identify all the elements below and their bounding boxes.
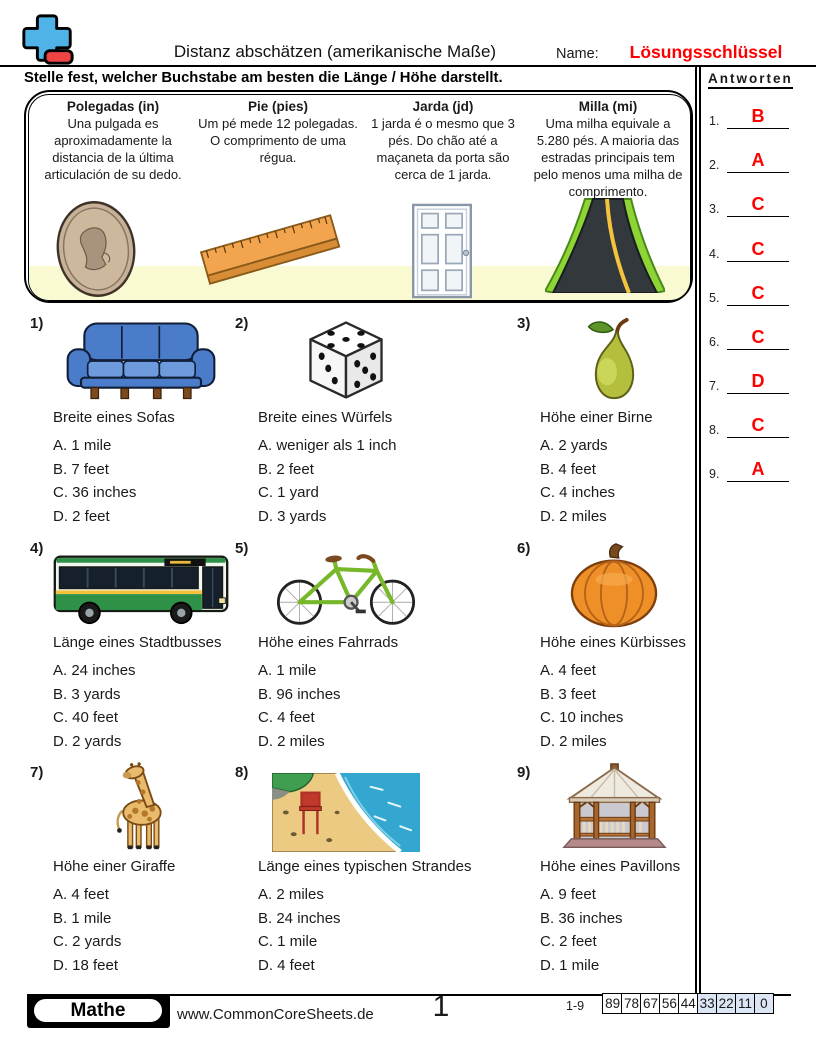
answer-blank-line bbox=[727, 481, 789, 482]
option-c: C. 2 yards bbox=[53, 933, 122, 951]
option-b: B. 3 feet bbox=[540, 685, 596, 703]
option-c: C. 36 inches bbox=[53, 484, 137, 502]
option-a: A. 4 feet bbox=[53, 886, 109, 903]
option-a: A. 2 miles bbox=[258, 886, 324, 903]
score-cell: 0 bbox=[754, 993, 775, 1014]
name-label: Name: bbox=[556, 46, 599, 62]
option-c: C. 4 feet bbox=[258, 709, 315, 727]
option-a: A. 9 feet bbox=[540, 886, 596, 903]
giraffe-image bbox=[46, 766, 236, 852]
answer-blank-line bbox=[727, 349, 789, 350]
answer-number: 2. bbox=[709, 158, 720, 172]
answer-row-5 bbox=[706, 264, 792, 306]
reference-title: Polegadas (in) bbox=[66, 99, 160, 114]
reference-column-feet bbox=[198, 99, 358, 166]
website-link: www.CommonCoreSheets.de bbox=[177, 1006, 374, 1023]
page-title: Distanz abschätzen (amerikanische Maße) bbox=[173, 42, 497, 61]
bicycle-image bbox=[251, 542, 441, 628]
option-c: C. 40 feet bbox=[53, 709, 119, 727]
score-table bbox=[604, 993, 774, 1014]
question-number: 4) bbox=[30, 540, 44, 557]
score-cell: 44 bbox=[678, 993, 699, 1014]
answer-key-label: Lösungsschlüssel bbox=[629, 42, 783, 62]
reference-title: Milla (mi) bbox=[578, 99, 638, 114]
score-cell: 33 bbox=[697, 993, 718, 1014]
answer-blank-line bbox=[727, 172, 789, 173]
option-a: A. 1 mile bbox=[258, 662, 317, 679]
question-prompt: Höhe eines Fahrrads bbox=[258, 634, 399, 651]
answer-blank-line bbox=[727, 437, 789, 438]
answer-number: 5. bbox=[709, 291, 720, 305]
option-c: C. 10 inches bbox=[540, 709, 624, 727]
option-d: D. 18 feet bbox=[53, 956, 119, 974]
score-cell: 56 bbox=[659, 993, 680, 1014]
answer-row-8 bbox=[706, 396, 792, 438]
option-b: B. 24 inches bbox=[258, 909, 341, 927]
question-prompt: Länge eines typischen Strandes bbox=[258, 858, 472, 875]
pavilion-image bbox=[533, 766, 695, 852]
reference-title: Pie (pies) bbox=[247, 99, 309, 114]
score-cell: 89 bbox=[602, 993, 623, 1014]
question-6 bbox=[515, 540, 700, 755]
pumpkin-image bbox=[533, 542, 695, 628]
reference-text: Um pé mede 12 polegadas. O comprimento de uma régua. bbox=[198, 116, 358, 165]
option-c: C. 1 yard bbox=[258, 484, 319, 502]
score-cell: 78 bbox=[621, 993, 642, 1014]
answer-number: 9. bbox=[709, 467, 720, 481]
answer-row-4 bbox=[706, 220, 792, 262]
answer-letter: C bbox=[751, 415, 765, 435]
subject-badge bbox=[27, 994, 170, 1028]
door-icon bbox=[411, 203, 473, 299]
question-9 bbox=[515, 764, 700, 979]
option-d: D. 2 yards bbox=[53, 732, 122, 750]
answer-letter: C bbox=[751, 327, 765, 347]
plus-minus-logo-icon bbox=[18, 12, 78, 70]
question-number: 9) bbox=[517, 764, 531, 781]
question-options bbox=[53, 434, 136, 528]
question-number: 5) bbox=[235, 540, 249, 557]
answer-letter: C bbox=[751, 194, 765, 214]
score-cell: 22 bbox=[716, 993, 737, 1014]
question-prompt: Höhe einer Birne bbox=[540, 409, 653, 426]
answer-number: 4. bbox=[709, 247, 720, 261]
option-a: A. 1 mile bbox=[53, 437, 112, 454]
option-c: C. 2 feet bbox=[540, 933, 597, 951]
question-4 bbox=[28, 540, 258, 755]
score-range-label: 1-9 bbox=[566, 999, 585, 1013]
question-1 bbox=[28, 315, 258, 530]
instruction-text: Stelle fest, welcher Buchstabe am besten die Länge / Höhe darstellt. bbox=[24, 70, 503, 86]
question-number: 7) bbox=[30, 764, 44, 781]
option-b: B. 2 feet bbox=[258, 460, 314, 478]
answer-blank-line bbox=[727, 216, 789, 217]
question-options bbox=[540, 434, 615, 528]
answer-row-9 bbox=[706, 440, 792, 482]
score-cell: 67 bbox=[640, 993, 661, 1014]
answer-blank-line bbox=[727, 393, 789, 394]
question-5 bbox=[233, 540, 463, 755]
question-prompt: Länge eines Stadtbusses bbox=[53, 634, 222, 651]
question-options bbox=[258, 883, 341, 977]
reference-box bbox=[24, 90, 693, 303]
answer-number: 1. bbox=[709, 114, 720, 128]
answer-number: 7. bbox=[709, 379, 720, 393]
question-options bbox=[53, 883, 121, 977]
option-d: D. 4 feet bbox=[258, 956, 315, 974]
answer-blank-line bbox=[727, 128, 789, 129]
answer-letter: C bbox=[751, 239, 765, 259]
option-d: D. 2 miles bbox=[540, 507, 607, 525]
option-b: B. 3 yards bbox=[53, 685, 121, 703]
header-rule bbox=[0, 65, 816, 67]
question-2 bbox=[233, 315, 463, 530]
option-b: B. 36 inches bbox=[540, 909, 623, 927]
reference-text: 1 jarda é o mesmo que 3 pés. Do chão até a maçaneta da porta são cerca de 1 jarda. bbox=[371, 116, 515, 182]
question-7 bbox=[28, 764, 258, 979]
question-number: 3) bbox=[517, 315, 531, 332]
answer-letter: D bbox=[751, 371, 765, 391]
question-prompt: Höhe eines Pavillons bbox=[540, 858, 681, 875]
road-icon bbox=[545, 197, 665, 293]
pear-image bbox=[533, 317, 695, 403]
question-number: 8) bbox=[235, 764, 249, 781]
page-number: 1 bbox=[432, 990, 450, 1023]
answer-letter: A bbox=[751, 150, 765, 170]
question-prompt: Höhe einer Giraffe bbox=[53, 858, 176, 875]
option-a: A. weniger als 1 inch bbox=[258, 437, 397, 454]
question-options bbox=[540, 659, 623, 753]
question-options bbox=[258, 659, 341, 753]
ruler-icon bbox=[195, 207, 345, 291]
option-c: C. 1 mile bbox=[258, 933, 318, 951]
subject-label: Mathe bbox=[33, 998, 163, 1023]
answer-row-6 bbox=[706, 308, 792, 350]
question-number: 2) bbox=[235, 315, 249, 332]
sofa-image bbox=[46, 317, 236, 403]
question-options bbox=[540, 883, 623, 977]
reference-column-inches bbox=[33, 99, 193, 183]
reference-text: Uma milha equivale a 5.280 pés. A maioria das estradas principais tem pelo menos uma milha de comprimento. bbox=[533, 116, 683, 199]
option-d: D. 3 yards bbox=[258, 507, 327, 525]
question-3 bbox=[515, 315, 700, 530]
option-a: A. 24 inches bbox=[53, 662, 136, 679]
question-prompt: Breite eines Würfels bbox=[258, 409, 393, 426]
answer-letter: A bbox=[751, 459, 765, 479]
option-b: B. 1 mile bbox=[53, 909, 112, 927]
option-a: A. 2 yards bbox=[540, 437, 608, 454]
option-d: D. 2 miles bbox=[540, 732, 607, 750]
option-a: A. 4 feet bbox=[540, 662, 596, 679]
option-b: B. 7 feet bbox=[53, 460, 109, 478]
city-bus-image bbox=[46, 542, 236, 628]
option-d: D. 1 mile bbox=[540, 956, 600, 974]
quarter-coin-icon bbox=[55, 199, 137, 299]
option-b: B. 4 feet bbox=[540, 460, 596, 478]
answer-number: 6. bbox=[709, 335, 720, 349]
option-b: B. 96 inches bbox=[258, 685, 341, 703]
answer-blank-line bbox=[727, 261, 789, 262]
question-options bbox=[53, 659, 136, 753]
answer-number: 8. bbox=[709, 423, 720, 437]
option-d: D. 2 miles bbox=[258, 732, 325, 750]
answer-number: 3. bbox=[709, 202, 720, 216]
answers-title: Antworten bbox=[708, 71, 793, 89]
answer-letter: C bbox=[751, 283, 765, 303]
option-c: C. 4 inches bbox=[540, 484, 616, 502]
score-cell: 11 bbox=[735, 993, 756, 1014]
reference-text: Una pulgada es aproximadamente la distancia de la última articulación de su dedo. bbox=[44, 116, 182, 182]
answer-row-2 bbox=[706, 131, 792, 173]
answer-row-1 bbox=[706, 87, 792, 129]
answer-letter: B bbox=[751, 106, 765, 126]
dice-image bbox=[251, 317, 441, 403]
answer-row-7 bbox=[706, 352, 792, 394]
question-options bbox=[258, 434, 396, 528]
option-d: D. 2 feet bbox=[53, 507, 110, 525]
reference-title: Jarda (jd) bbox=[412, 99, 474, 114]
reference-column-mile bbox=[528, 99, 688, 200]
beach-image bbox=[251, 766, 441, 852]
question-8 bbox=[233, 764, 472, 979]
question-prompt: Höhe eines Kürbisses bbox=[540, 634, 686, 651]
question-number: 1) bbox=[30, 315, 44, 332]
question-number: 6) bbox=[517, 540, 531, 557]
answer-blank-line bbox=[727, 305, 789, 306]
answer-row-3 bbox=[706, 175, 792, 217]
question-prompt: Breite eines Sofas bbox=[53, 409, 175, 426]
reference-column-yard bbox=[363, 99, 523, 183]
